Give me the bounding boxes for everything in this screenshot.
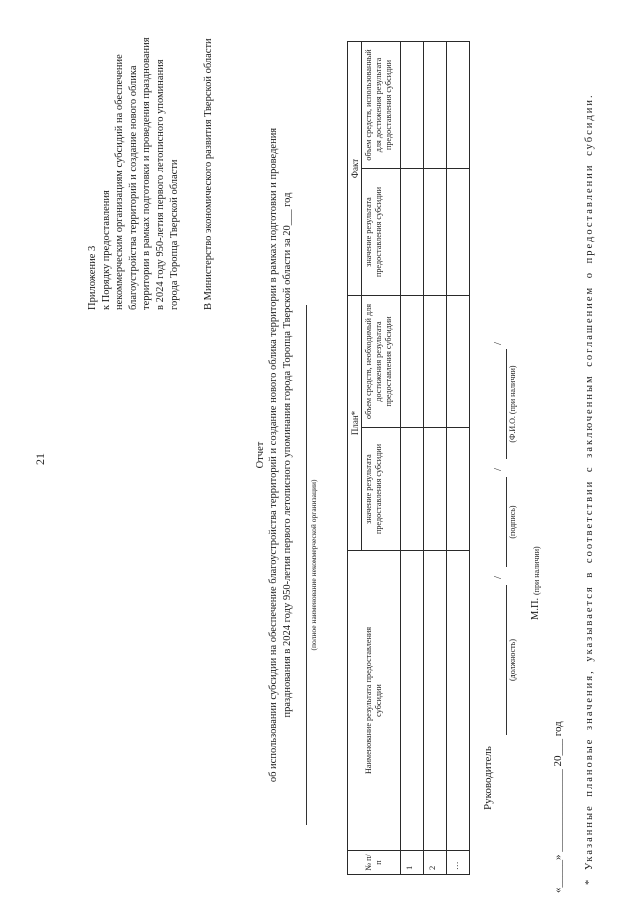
- date-line: «_____» _______________ 20___ год: [552, 721, 564, 893]
- annex-line: к Порядку предоставления: [100, 190, 112, 310]
- organization-name-line: [306, 305, 307, 825]
- report-title: Отчет: [255, 441, 266, 469]
- separator-slash: /: [492, 575, 504, 579]
- organization-name-caption: (полное наименование некоммерческой организации): [309, 479, 318, 651]
- report-subtitle: об использовании субсидии на обеспечение благоустройства территорий и создание нового облика территории в рамках подготовки и проведения: [268, 127, 280, 783]
- seal-label: М.П.: [530, 597, 541, 620]
- page-number: 21: [33, 453, 47, 465]
- report-subtitle: празднования в 2024 году 950-летия первого летописного упоминания города Торопца Тверской области за 20___ год: [281, 192, 293, 718]
- annex-line: некоммерческим организациям субсидий на обеспечение: [114, 54, 126, 310]
- table-header-row: [348, 41, 362, 874]
- footnote: * Указанные плановые значения, указывается в соответствии с заключенным соглашением о предоставлении субсидии.: [584, 93, 595, 885]
- table-row: [447, 41, 470, 874]
- header-num: № п/п: [348, 851, 401, 875]
- header-plan-value: значение результата предоставления субсидии: [362, 428, 401, 551]
- header-fact: Факт: [348, 41, 362, 295]
- header-plan: План*: [348, 296, 362, 551]
- signature-caption: (подпись): [508, 505, 517, 539]
- signer-label: Руководитель: [482, 746, 494, 810]
- table-row: [401, 41, 424, 874]
- separator-slash: /: [492, 341, 504, 345]
- position-line: [506, 585, 507, 735]
- row-number: 1: [401, 851, 424, 875]
- separator-slash: /: [492, 467, 504, 471]
- header-plan-funds: объем средств, необходимый для достижения результата предоставления субсидии: [362, 296, 401, 428]
- header-fact-funds: объем средств, использованный для достижения результата предоставления субсидии: [362, 41, 401, 168]
- full-name-line: [506, 349, 507, 459]
- annex-line: города Торопца Тверской области: [168, 159, 180, 310]
- seal-note: (при наличии): [532, 546, 541, 595]
- header-name: Наименование результата предоставления субсидии: [348, 551, 401, 851]
- annex-line: в 2024 году 950-летия первого летописного упоминания: [154, 59, 166, 310]
- row-number: …: [447, 851, 470, 875]
- annex-line: Приложение 3: [87, 245, 98, 310]
- annex-line: территории в рамках подготовки и проведения празднования: [141, 37, 153, 310]
- report-table: [347, 41, 470, 875]
- position-caption: (должность): [508, 639, 517, 681]
- report-heading: [254, 65, 294, 845]
- annex-header: [86, 5, 181, 310]
- annex-line: благоустройства территорий и создание нового облика: [127, 65, 139, 310]
- annex-destination: В Министерство экономического развития Тверской области: [203, 38, 214, 310]
- table-row: [424, 41, 447, 874]
- signature-line: [506, 477, 507, 567]
- full-name-caption: (Ф.И.О. (при наличии): [508, 365, 517, 443]
- header-fact-value: значение результата предоставления субсидии: [362, 169, 401, 296]
- row-number: 2: [424, 851, 447, 875]
